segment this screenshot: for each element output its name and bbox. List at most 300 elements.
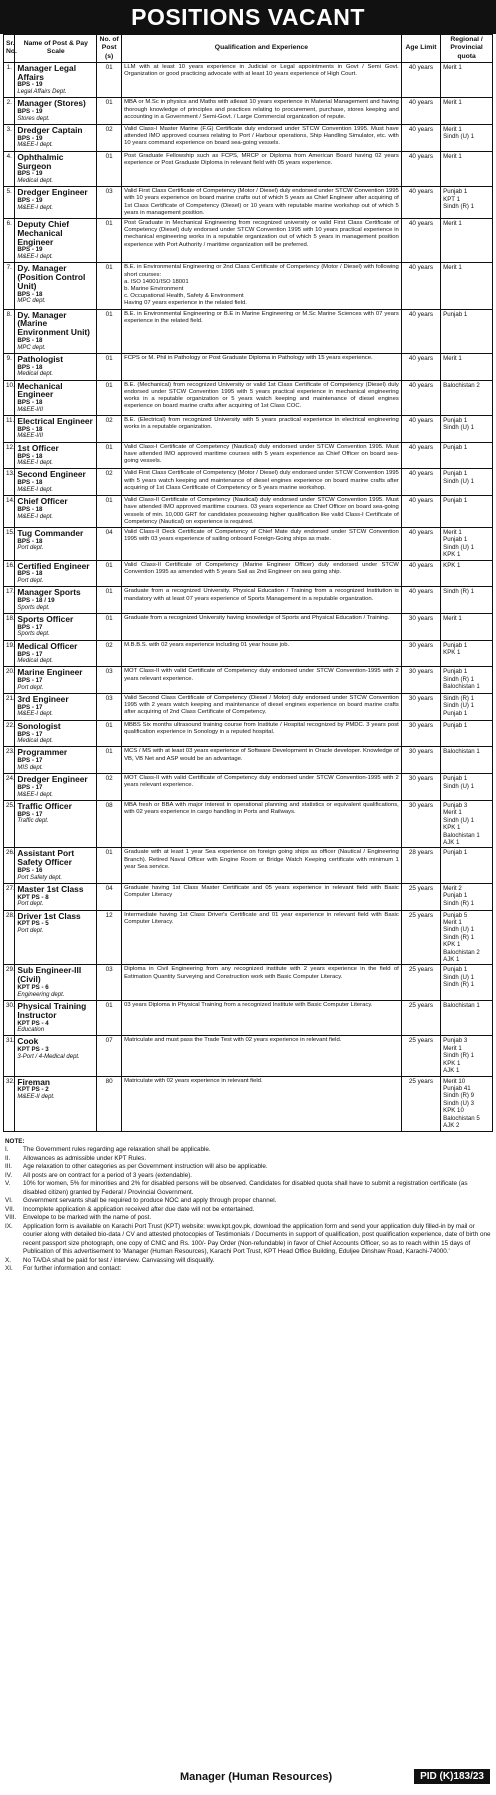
department: Port dept. <box>17 901 44 908</box>
row-sr: 28. <box>4 910 15 965</box>
pay-scale: KPT PS - 2 <box>17 1086 49 1094</box>
note-number: II. <box>5 1154 11 1162</box>
table-row <box>4 614 493 641</box>
pay-scale: BPS - 18 <box>17 363 43 371</box>
row-age-limit: 40 years <box>401 62 440 98</box>
col-header-name: Name of Post & Pay Scale <box>15 35 97 63</box>
post-name: Manager Legal Affairs <box>17 62 77 82</box>
post-name: Tug Commander <box>17 527 84 538</box>
row-posts: 01 <box>97 151 122 187</box>
row-quota: Balochistan 1 <box>441 1000 493 1036</box>
note-text: Age relaxation to other categories as per Government instruction will also be applicable. <box>23 1163 268 1171</box>
pay-scale: KPT PS - 6 <box>17 984 49 992</box>
table-row <box>4 848 493 884</box>
post-name: Sports Officer <box>17 614 74 624</box>
department: M&EE-I dept. <box>17 791 54 798</box>
pay-scale: KPT PS - 8 <box>17 893 49 901</box>
note-item <box>5 1163 491 1172</box>
pay-scale: BPS - 17 <box>17 650 43 658</box>
pay-scale: KPT PS - 5 <box>17 920 49 928</box>
row-quota: Balochistan 2 <box>441 380 493 416</box>
note-number: IX. <box>5 1222 13 1230</box>
table-row <box>4 800 493 848</box>
pay-scale: BPS - 19 <box>17 246 43 254</box>
row-post <box>15 1076 97 1131</box>
row-post <box>15 263 97 309</box>
note-number: VI. <box>5 1197 13 1205</box>
row-posts: 04 <box>97 527 122 560</box>
row-post <box>15 469 97 496</box>
pay-scale: BPS - 18 <box>17 290 43 298</box>
row-age-limit: 40 years <box>401 125 440 152</box>
row-posts: 01 <box>97 560 122 587</box>
department: Medical dept. <box>17 738 54 745</box>
row-quota: Sindh (R) 1 Sindh (U) 1 Punjab 1 <box>441 694 493 721</box>
department: Stores dept. <box>17 115 50 122</box>
note-number: VIII. <box>5 1214 17 1222</box>
note-item <box>5 1197 491 1206</box>
row-posts: 01 <box>97 309 122 353</box>
row-post <box>15 667 97 694</box>
row-post <box>15 965 97 1001</box>
table-row <box>4 469 493 496</box>
row-post <box>15 187 97 219</box>
row-qualification: Post Graduate Fellowship such as FCPS, MRCP or Diploma from American Board having 02 years experience or Post Graduate Diploma in relevant field with 05 years experience. <box>122 151 402 187</box>
row-qualification: Graduate from a recognized University. Physical Education / Training from a recognized Institution is mandatory with at least 07 years experience of Sports Management in a reputable organization. <box>122 587 402 614</box>
row-quota: Sindh (R) 1 <box>441 587 493 614</box>
row-sr: 15. <box>4 527 15 560</box>
row-qualification: MOT Class-II with valid Certificate of Competency duly endorsed under STCW Convention-1995 with 2 years relevant experience. <box>122 774 402 801</box>
row-quota: Merit 1 Sindh (U) 1 <box>441 125 493 152</box>
department: M&EE-I dept. <box>17 513 54 520</box>
row-age-limit: 25 years <box>401 1076 440 1131</box>
note-item <box>5 1223 491 1257</box>
pid-badge: PID (K)183/23 <box>414 1769 490 1784</box>
row-posts: 01 <box>97 587 122 614</box>
post-name: Manager (Stores) <box>17 98 86 109</box>
note-text: Application form is available on Karachi Port Trust (KPT) website: www.kpt.gov.pk, download the application form and send your application duly filled-in by mail or courier along with detailed bio-data / CV and attested photocopies of Testimonials / Documents in support of qualification, post qualification experience, date of birth one recent passport size photograph, one copy of CNIC and Rs. 100/- Pay Order (Non-refundable) in favor of Chief Accounts Officer, so as to reach within 15 days of Publication of this advertisement to 'Manager (Human Resources), Karachi Port Trust, KPT Head Office Building, Eduljee Dinshaw Road, Karachi-74000.' <box>23 1222 491 1256</box>
note-text: No TA/DA shall be paid for test / interview. Canvassing will disqualify. <box>23 1256 215 1264</box>
row-quota: Punjab 1 <box>441 720 493 747</box>
note-number: IV. <box>5 1171 13 1179</box>
note-text: 10% for women, 5% for minorities and 2% for disabled persons will be observed. Candidates for disabled quota shall have to submit a registration certificate (as disabled citizen) granted by Federal / Provincial Government. <box>23 1180 468 1196</box>
note-text: Incomplete application & application received after due date will not be entertained. <box>23 1205 255 1213</box>
post-name: Ophthalmic Surgeon <box>17 151 64 171</box>
positions-table-body <box>4 62 493 1131</box>
row-age-limit: 40 years <box>401 587 440 614</box>
row-quota: Punjab 3 Merit 1 Sindh (U) 1 KPK 1 Balochistan 1 AJK 1 <box>441 800 493 848</box>
row-post <box>15 125 97 152</box>
post-name: Driver 1st Class <box>17 910 81 921</box>
table-row <box>4 187 493 219</box>
pay-scale: BPS - 17 <box>17 730 43 738</box>
row-qualification: MBA fresh or BBA with major interest in operational planning and statistics or equivalent qualifications, with 02 years experience in cargo handling in Ports and Railways. <box>122 800 402 848</box>
row-post <box>15 910 97 965</box>
row-age-limit: 40 years <box>401 353 440 380</box>
table-row <box>4 416 493 443</box>
pay-scale: KPT PS - 4 <box>17 1019 49 1027</box>
row-qualification: Matriculate with 02 years experience in relevant field. <box>122 1076 402 1131</box>
row-sr: 27. <box>4 883 15 910</box>
row-post <box>15 694 97 721</box>
row-qualification: FCPS or M. Phil in Pathology or Post Graduate Diploma in Pathology with 15 years experience. <box>122 353 402 380</box>
table-row <box>4 309 493 353</box>
row-age-limit: 40 years <box>401 309 440 353</box>
department: Engineering dept. <box>17 991 65 998</box>
row-sr: 14. <box>4 496 15 528</box>
row-posts: 07 <box>97 1036 122 1076</box>
col-header-sr: Sr. No. <box>4 35 15 63</box>
note-item <box>5 1172 491 1181</box>
note-number: X. <box>5 1256 11 1264</box>
table-row <box>4 125 493 152</box>
pay-scale: BPS - 18 <box>17 425 43 433</box>
row-post <box>15 442 97 469</box>
row-qualification: Matriculate and must pass the Trade Test with 02 years experience in relevant field. <box>122 1036 402 1076</box>
row-age-limit: 40 years <box>401 560 440 587</box>
row-post <box>15 151 97 187</box>
department: Sports dept. <box>17 631 50 638</box>
row-age-limit: 25 years <box>401 965 440 1001</box>
row-post <box>15 496 97 528</box>
table-row <box>4 774 493 801</box>
row-sr: 21. <box>4 694 15 721</box>
row-quota: Merit 1 <box>441 98 493 125</box>
row-qualification: Post Graduate in Mechanical Engineering from recognized university or valid First Class Certificate of Competency (Diesel) duly endorsed under STCW Convention 1995 with 10 years practical experience in mechanical engineering works in a reputable organization out of which 5 years in management position experience with Port Authority / maritime organization will be preferred. <box>122 219 402 263</box>
row-sr: 13. <box>4 469 15 496</box>
post-name: Mechanical Engineer <box>17 380 63 400</box>
row-sr: 8. <box>4 309 15 353</box>
row-quota: Punjab 1 Sindh (U) 1 Sindh (R) 1 <box>441 965 493 1001</box>
row-sr: 22. <box>4 720 15 747</box>
note-number: I. <box>5 1146 9 1154</box>
pay-scale: KPT PS - 3 <box>17 1046 49 1054</box>
pay-scale: BPS - 18 <box>17 505 43 513</box>
row-quota: Merit 1 <box>441 614 493 641</box>
row-age-limit: 40 years <box>401 496 440 528</box>
pay-scale: BPS - 18 <box>17 537 43 545</box>
row-qualification: B.E. in Environmental Engineering or B.E in Marine Engineering or M.Sc Marine Sciences with 07 years experience in the related field. <box>122 309 402 353</box>
note-item <box>5 1265 491 1274</box>
note-item <box>5 1257 491 1266</box>
table-row <box>4 694 493 721</box>
note-item <box>5 1214 491 1223</box>
pay-scale: BPS - 19 <box>17 170 43 178</box>
table-row <box>4 640 493 667</box>
row-sr: 24. <box>4 774 15 801</box>
row-qualification: Diploma in Civil Engineering from any recognized institute with 2 years experience in the field of Estimation Quantity Surveying and Construction work with Basic Computer Literacy. <box>122 965 402 1001</box>
row-quota: Punjab 1 Sindh (U) 1 <box>441 469 493 496</box>
pay-scale: BPS - 19 <box>17 81 43 89</box>
row-qualification: Valid First Class Certificate of Competency (Motor / Diesel) duly endorsed under STCW Convention 1995 with 5 years watch keeping and maintenance of diesel engines experience on board marine crafts after acquiring of 1st Class Certificate of Competency or 5 years marine workshop. <box>122 469 402 496</box>
row-qualification: Valid First Class Certificate of Competency (Motor / Diesel) duly endorsed under STCW Convention 1995 with 10 years experience on board marine crafts out of which 5 years as Chief Engineer after acquiring of 1st Class Certificate of Competency (Diesel) or 10 years with reputable marine workshop out of which 5 years in management position. <box>122 187 402 219</box>
pay-scale: BPS - 17 <box>17 677 43 685</box>
department: M&EE-I dept. <box>17 254 54 261</box>
table-row <box>4 1036 493 1076</box>
table-row <box>4 442 493 469</box>
row-age-limit: 40 years <box>401 151 440 187</box>
row-quota: Merit 1 <box>441 263 493 309</box>
note-text: All posts are on contract for a period of 3 years (extendable). <box>23 1171 193 1179</box>
post-name: Dredger Engineer <box>17 774 88 785</box>
row-age-limit: 25 years <box>401 883 440 910</box>
row-age-limit: 30 years <box>401 747 440 774</box>
row-posts: 02 <box>97 125 122 152</box>
department: 3-Port / 4-Medical dept. <box>17 1053 80 1060</box>
department: Medical dept. <box>17 177 54 184</box>
row-posts: 80 <box>97 1076 122 1131</box>
note-item <box>5 1206 491 1215</box>
post-name: Deputy Chief Mechanical Engineer <box>17 219 70 247</box>
note-text: For further information and contact: <box>23 1265 122 1273</box>
pay-scale: BPS - 18 <box>17 479 43 487</box>
department: M&EE-I dept. <box>17 460 54 467</box>
note-number: V. <box>5 1180 11 1188</box>
row-sr: 12. <box>4 442 15 469</box>
row-posts: 03 <box>97 187 122 219</box>
row-quota: Punjab 1 Sindh (U) 1 <box>441 416 493 443</box>
post-name: Physical Training Instructor <box>17 1000 87 1020</box>
pay-scale: BPS - 19 <box>17 134 43 142</box>
row-quota: Punjab 1 KPT 1 Sindh (R) 1 <box>441 187 493 219</box>
row-age-limit: 40 years <box>401 263 440 309</box>
col-header-quota: Regional / Provincial quota <box>441 35 493 63</box>
row-age-limit: 25 years <box>401 1036 440 1076</box>
department: Legal Affairs Dept. <box>17 89 67 96</box>
row-qualification: MBA or M.Sc in physics and Maths with atleast 10 years experience in Material Management and having thorough knowledge of principles and practices relating to procurement, purchase, stores keeping and accounting in a Government / Semi-Govt. / Large Commercial organization of repute. <box>122 98 402 125</box>
row-age-limit: 30 years <box>401 720 440 747</box>
row-posts: 01 <box>97 219 122 263</box>
note-text: Envelope to be marked with the name of post. <box>23 1214 152 1222</box>
pay-scale: BPS - 17 <box>17 757 43 765</box>
row-posts: 01 <box>97 442 122 469</box>
table-row <box>4 353 493 380</box>
table-header-row <box>4 35 493 63</box>
row-quota: Merit 1 <box>441 219 493 263</box>
row-sr: 17. <box>4 587 15 614</box>
row-age-limit: 30 years <box>401 640 440 667</box>
footer <box>0 1771 496 1787</box>
row-posts: 08 <box>97 800 122 848</box>
row-post <box>15 380 97 416</box>
department: M&EE-II dept. <box>17 1093 55 1100</box>
row-sr: 31. <box>4 1036 15 1076</box>
notes-section <box>5 1138 491 1274</box>
row-quota: Merit 1 <box>441 151 493 187</box>
post-name: Programmer <box>17 747 68 758</box>
col-header-posts: No. of Post (s) <box>97 35 122 63</box>
row-posts: 01 <box>97 353 122 380</box>
table-row <box>4 62 493 98</box>
pay-scale: BPS - 17 <box>17 623 43 631</box>
post-name: Sub Engineer-III (Civil) <box>17 965 82 985</box>
row-posts: 03 <box>97 694 122 721</box>
row-posts: 01 <box>97 263 122 309</box>
post-name: Pathologist <box>17 353 63 364</box>
row-quota: Punjab 1 <box>441 442 493 469</box>
post-name: Assistant Port Safety Officer <box>17 848 75 868</box>
row-post <box>15 527 97 560</box>
signature: Manager (Human Resources) <box>180 1771 333 1783</box>
row-posts: 01 <box>97 98 122 125</box>
row-post <box>15 720 97 747</box>
row-quota: Punjab 3 Merit 1 Sindh (R) 1 KPK 1 AJK 1 <box>441 1036 493 1076</box>
row-qualification: B.E. (Mechanical) from recognized University or valid 1st Class Certificate of Competency (Diesel) duly endorsed under STCW Convention 1995 with 5 years practical experience in mechanical engineering works in a reputable organization or 5 years watch keeping and maintenance of diesel engines experience on board marine crafts after acquiring of 1st Class COC. <box>122 380 402 416</box>
row-qualification: B.E. (Electrical) from recognized University with 5 years practical experience in electrical engineering works in a reputable organization. <box>122 416 402 443</box>
post-name: Manager Sports <box>17 587 81 598</box>
row-posts: 02 <box>97 469 122 496</box>
row-post <box>15 219 97 263</box>
row-post <box>15 848 97 884</box>
row-age-limit: 30 years <box>401 667 440 694</box>
row-sr: 3. <box>4 125 15 152</box>
department: MPC dept. <box>17 298 46 305</box>
department: M&EE-I dept. <box>17 711 54 718</box>
row-sr: 1. <box>4 62 15 98</box>
row-quota: Merit 10 Punjab 41 Sindh (R) 9 Sindh (U) 3 KPK 10 Balochistan 5 AJK 2 <box>441 1076 493 1131</box>
row-age-limit: 40 years <box>401 219 440 263</box>
row-quota: Merit 1 <box>441 62 493 98</box>
row-sr: 7. <box>4 263 15 309</box>
department: Port dept. <box>17 927 44 934</box>
note-number: III. <box>5 1163 12 1171</box>
post-name: Sonologist <box>17 720 61 731</box>
row-age-limit: 40 years <box>401 469 440 496</box>
row-age-limit: 30 years <box>401 614 440 641</box>
row-qualification: Valid Class-I Certificate of Competency (Nautical) duly endorsed under STCW Convention 1995. Must have attended IMO approved maritime courses with 5 years experience as Chief Officer on board sea-going vessels. <box>122 442 402 469</box>
row-qualification: Valid Class-II Certificate of Competency (Nautical) duly endorsed under STCW Convention 1995. Must have attended IMO approved maritime courses. 03 years experience as Chief Officer on board sea-going vessels of min. 10,000 GRT for candidates possessing higher qualification like valid Class-I Certificate of Competency (Nautical) on experience is required. <box>122 496 402 528</box>
row-sr: 4. <box>4 151 15 187</box>
row-post <box>15 62 97 98</box>
table-row <box>4 527 493 560</box>
table-row <box>4 1076 493 1131</box>
table-row <box>4 496 493 528</box>
department: Medical dept. <box>17 371 54 378</box>
row-qualification: LLM with at least 10 years experience in Judicial or Legal appointments in Govt / Semi Govt. Organization or good practicing advocate with at least 10 years experience of High Court. <box>122 62 402 98</box>
table-row <box>4 263 493 309</box>
row-quota: Punjab 1 KPK 1 <box>441 640 493 667</box>
row-quota: Punjab 1 Sindh (U) 1 <box>441 774 493 801</box>
row-quota: Merit 1 <box>441 353 493 380</box>
department: M&EE-I dept. <box>17 486 54 493</box>
row-sr: 5. <box>4 187 15 219</box>
row-qualification: Valid Class-I Master Marine (F.G) Certificate duly endorsed under STCW Convention 1995. Must have attended IMO approved courses relating to Port / Harbour operations, Ship Handling Simulator, etc. with 10 years command experience on board sea-going vessels. <box>122 125 402 152</box>
row-age-limit: 40 years <box>401 98 440 125</box>
row-sr: 23. <box>4 747 15 774</box>
post-name: 1st Officer <box>17 442 59 453</box>
pay-scale: BPS - 18 / 19 <box>17 597 55 605</box>
note-text: The Government rules regarding age relaxation shall be applicable. <box>23 1146 211 1154</box>
row-quota: Merit 2 Punjab 1 Sindh (R) 1 <box>441 883 493 910</box>
row-post <box>15 614 97 641</box>
post-name: Dy. Manager (Position Control Unit) <box>17 263 86 291</box>
row-sr: 19. <box>4 640 15 667</box>
department: M&EE-I dept. <box>17 204 54 211</box>
row-qualification: 03 years Diploma in Physical Training from a recognized Institute with Basic Computer Literacy. <box>122 1000 402 1036</box>
pay-scale: BPS - 17 <box>17 810 43 818</box>
row-posts: 12 <box>97 910 122 965</box>
table-row <box>4 747 493 774</box>
row-posts: 01 <box>97 720 122 747</box>
row-quota: Punjab 1 Sindh (R) 1 Balochistan 1 <box>441 667 493 694</box>
row-age-limit: 40 years <box>401 380 440 416</box>
row-qualification: MBBS Six months ultrasound training course from Institute / Hospital recognized by PMDC. 3 years post qualification experience in Sonology in a reputed hospital. <box>122 720 402 747</box>
post-name: Dredger Captain <box>17 125 83 136</box>
note-number: XI. <box>5 1265 13 1273</box>
row-qualification: Valid Class-II Certificate of Competency (Marine Engineer Officer) duly endorsed under STCW Convention 1995 as amended with 5 years Sail as 2nd Engineer on sea going ship. <box>122 560 402 587</box>
row-sr: 20. <box>4 667 15 694</box>
row-quota: Balochistan 1 <box>441 747 493 774</box>
row-qualification: Graduate from a recognized University having knowledge of Sports and Physical Education / Training. <box>122 614 402 641</box>
row-quota: Merit 1 Punjab 1 Sindh (U) 1 KPK 1 <box>441 527 493 560</box>
row-posts: 01 <box>97 1000 122 1036</box>
row-quota: Punjab 5 Merit 1 Sindh (U) 1 Sindh (R) 1 KPK 1 Balochistan 2 AJK 1 <box>441 910 493 965</box>
row-qualification: MCS / MS with at least 03 years experience of Software Development in Oracle developer. Knowledge of VB, VB Net and ASP would be an advantage. <box>122 747 402 774</box>
note-text: Allowances as admissible under KPT Rules. <box>23 1154 147 1162</box>
department: Sports dept. <box>17 604 50 611</box>
pay-scale: BPS - 18 <box>17 452 43 460</box>
row-quota: Punjab 1 <box>441 309 493 353</box>
row-age-limit: 30 years <box>401 694 440 721</box>
table-row <box>4 965 493 1001</box>
row-post <box>15 309 97 353</box>
post-name: Fireman <box>17 1076 50 1087</box>
row-post <box>15 1036 97 1076</box>
row-qualification: Intermediate having 1st Class Driver's Certificate and 01 year experience in relevant field with Basic Computer Literacy. <box>122 910 402 965</box>
note-item <box>5 1180 491 1197</box>
table-row <box>4 98 493 125</box>
row-posts: 02 <box>97 640 122 667</box>
notes-heading: NOTE: <box>5 1137 25 1145</box>
row-posts: 01 <box>97 496 122 528</box>
pay-scale: BPS - 19 <box>17 108 43 116</box>
pay-scale: BPS - 18 <box>17 399 43 407</box>
row-posts: 01 <box>97 747 122 774</box>
row-qualification: B.E. in Environmental Engineering or 2nd Class Certificate of Competency (Motor / Diesel) with following short courses: a. ISO 14001/ISO 18001 b. Marine Environment c. Occupational Health, Safety & Environment Having 07 years experience in the related field. <box>122 263 402 309</box>
row-post <box>15 1000 97 1036</box>
row-age-limit: 30 years <box>401 774 440 801</box>
department: M&EE-I/II <box>17 406 44 413</box>
row-post <box>15 800 97 848</box>
note-text: Government servants shall be required to produce NOC and apply through proper channel. <box>23 1197 277 1205</box>
table-row <box>4 560 493 587</box>
row-post <box>15 747 97 774</box>
row-quota: Punjab 1 <box>441 848 493 884</box>
row-age-limit: 28 years <box>401 848 440 884</box>
post-name: Master 1st Class <box>17 883 84 894</box>
row-sr: 32. <box>4 1076 15 1131</box>
row-qualification: Valid Class-II Deck Certificate of Competency of Chief Mate duly endorsed under STCW Convention 1995 with 03 years experience of sailing onboard Foreign-Going ships as mate. <box>122 527 402 560</box>
row-sr: 10. <box>4 380 15 416</box>
row-post <box>15 640 97 667</box>
post-name: Marine Engineer <box>17 667 83 678</box>
post-name: Traffic Officer <box>17 800 72 811</box>
table-row <box>4 910 493 965</box>
note-item <box>5 1146 491 1155</box>
row-sr: 6. <box>4 219 15 263</box>
row-quota: Punjab 1 <box>441 496 493 528</box>
row-sr: 9. <box>4 353 15 380</box>
post-name: Electrical Engineer <box>17 416 93 427</box>
note-number: VII. <box>5 1205 15 1213</box>
table-row <box>4 587 493 614</box>
department: Medical dept. <box>17 658 54 665</box>
row-age-limit: 25 years <box>401 1000 440 1036</box>
row-sr: 26. <box>4 848 15 884</box>
page-title: POSITIONS VACANT <box>0 0 496 34</box>
department: Port Safety dept. <box>17 874 63 881</box>
row-posts: 03 <box>97 965 122 1001</box>
